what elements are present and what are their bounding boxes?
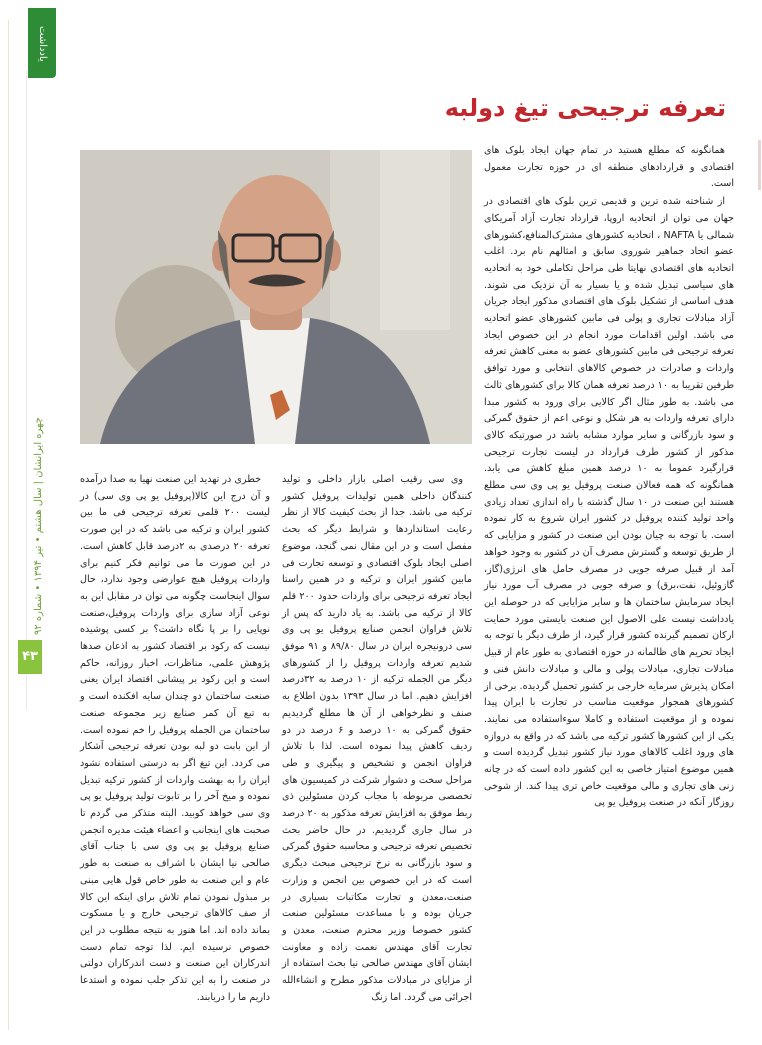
paragraph: همانگونه که مطلع هستید در تمام جهان ایجاد بلوک های اقتصادی و قراردادهای منطقه ای در حوزه تجارت معمول است.	[484, 145, 734, 190]
page-number: ۴۳	[18, 640, 42, 674]
portrait-photo	[80, 150, 472, 444]
portrait-illustration	[80, 150, 472, 444]
paragraph: وی سی رقیب اصلی بازار داخلی و تولید کنندگان داخلی همین تولیدات پروفیل کشور ترکیه می باشد. جدا از بحث کیفیت کالا از نظر رعایت استانداردها و شرایط دیگر که بحث مفصل است و در این مقال نمی گنجد، موضوع اصلی ایجاد بلوک اقتصادی و توسعه تجارت فی مابین کشور ایران و ترکیه و در همین راستا ایجاد تعرفه ترجیحی برای واردات حدود ۲۰۰ قلم کالا از ترکیه می باشد. به یاد دارید که پس از تلاش فراوان انجمن صنایع پروفیل یو پی وی سی درونیجره ایران در سال ۸۹/۸۰ و ۹۱ موفق شدیم تعرفه واردات پروفیل را از کشورهای دیگر من الجمله ترکیه از ۱۰ درصد به ۳۲درصد افزایش دهیم. اما در سال ۱۳۹۳ بدون اطلاع به صنف و نظرخواهی از آن ها مطلع گردیدیم حقوق گمرکی به ۱۰ درصد و ۶ درصد در دو ردیف کاهش پیدا نموده است. لذا با تلاش فراوان انجمن و تشخیص و پیگیری و طی مراحل سخت و دشوار شرکت در کمیسیون های تخصصی مربوطه با مجاب کردن مسئولین ذی ربط موفق به افزایش تعرفه مذکور به ۲۰ درصد در سال جاری گردیدیم. در حال حاضر بحث تخصیص تعرفه ترجیحی و محاسبه حقوق گمرکی و سود بازرگانی به نرخ ترجیحی مبحث دیگری است که در این خصوص بین انجمن و وزارت صنعت،معدن و تجارت مکاتبات بسیاری در جریان بوده و با مساعدت مسئولین صنعت کشور خصوصا وزیر محترم صنعت، معدن و تجارت آقای مهندس نعمت زاده و معاونت ایشان آقای مهندس صالحی نیا بحث استفاده از از مزایای در مبادلات مذکور مطرح و انشاءالله اجرائی می گردد. اما زنگ	[282, 474, 473, 1003]
section-tab-label: یادداشت میهمان	[17, 26, 48, 62]
article-column-right	[484, 143, 734, 963]
margin-rule	[8, 20, 9, 1030]
paragraph: از شناخته شده ترین و قدیمی ترین بلوک های اقتصادی در جهان می توان از اتحادیه اروپا، قرارداد تجارت آزاد آمریکای شمالی یا NAFTA ، اتحادیه کشورهای مشترک‌المنافع،کشورهای عضو اتحاد جماهیر شوروی سابق و امثالهم نام برد. اغلب اتحادیه های اقتصادی نهایتا طی مراحل تکاملی خود به اتحادیه های سیاسی تبدیل شده و یا بسیار به آن نزدیک می شوند. هدف اساسی از تشکیل بلوک های اقتصادی مذکور ایجاد جریان آزاد مبادلات تجاری و پولی فی مابین کشورهای عضو اتحادیه می باشد. اولین اقدامات مورد انجام در این خصوص ایجاد تعرفه ترجیحی فی مابین کشورهای عضو به معنی کاهش تعرفه واردات و صادرات در خصوص کالاهای انتخابی و مورد توافق طرفین تقریبا به ۱۰ درصد تعرفه همان کالا برای کشورهای ثالث می باشد. به طور مثال اگر کالایی برای ورود به کشور مبدا دارای تعرفه واردات به هر شکل و نوعی اعم از حقوق گمرکی و سود بازرگانی و سایر موارد مشابه باشد در صورتیکه کالای مذکور از کشور طرف قرارداد در لیست تجارت ترجیحی قرارگیرد عموما به ۱۰ درصد همین مبلغ کاهش می یابد. همانگونه که همه فعالان صنعت پروفیل یو پی وی سی مطلع هستند این صنعت در ۱۰ سال گذشته با راه اندازی تعداد زیادی واحد تولید کننده پروفیل در کشور ایران شروع به کار نموده است. با توجه به چیان بودن این صنعت در کشور و مزایایی که از طریق توسعه و گسترش مصرف آن در کشور به وجود خواهد آمد از قبیل صرفه جویی در مصرف حامل های انرژی(گاز، گازوئیل، نفت،برق) و صرفه جویی در مصرف آب مورد نیاز ایجاد سرمایش ساختمان ها و سایر مزایایی که در حوصله این یادداشت نیست علی الاصول این صنعت بایستی مورد حمایت ارکان تصمیم گیرنده کشور قرار گیرد، از طرف دیگر با توجه به ایجاد تحریم های ظالمانه در حوزه اقتصادی به طور عام از قبیل مبادلات تجاری، مبادلات پولی و مالی و مبادلات دانش فنی و امکان پذیرش سرمایه خارجی بر کشور تحمیل گردیده. برخی از کشورهای همجوار موقعیت مناسب در تجارت با ایران پیدا نموده و از موقعیت استفاده و کاملا سوءاستفاده می نمایند. یکی از این کشورها کشور ترکیه می باشد که در واقع به دروازه های ورود اغلب کالاهای مورد نیاز کشور تبدیل گردیده است و همین موضوع امتیاز خاصی به این کشور داده است که در چانه زنی های تجاری و مالی موقعیت خاص تری پیدا کند. از شوخی روزگار آنکه در صنعت پروفیل یو پی	[484, 196, 735, 809]
article-column-left	[80, 472, 271, 1003]
article-title: تعرفه ترجیحی تیغ دولبه	[444, 94, 726, 122]
article-column-middle	[282, 472, 473, 1003]
accent-rule	[758, 140, 761, 190]
margin-rule-inner	[26, 70, 27, 710]
paragraph: خطری در تهدید این صنعت نهیا به صدا درآمده و آن درج این کالا(پروفیل یو پی وی سی) در لیست ۲۰۰ قلمی تعرفه ترجیحی فی ما بین کشور ایران و ترکیه می باشد که در این صورت تعرفه ۲۰ درصدی به ۲درصد قابل کاهش است. در این صورت ما می توانیم فکر کنیم برای واردات پروفیل هیچ عوارضی وجود ندارد، حال سوال اینجاست چگونه می توان در مقابل این به نوعی آزاد سازی برای واردات پروفیل،صنعت نوپایی را بر پا نگاه داشت؟ بر کسی پوشیده نیست که رکود بر اقتصاد کشور به اذعان صدها پژوهش علمی، مناظرات، اخبار روزانه، حاکم است و این رکود بر پیشانی اقتصاد ایران یعنی صنعت ساختمان دو چندان سایه افکنده است و به تبع آن کمر صنایع زیر مجموعه صنعت ساختمان من الجمله پروفیل را خم نموده است. از این بابت دو لبه بودن تعرفه ترجیحی آشکار می کردد. این تیغ اگر به درستی استفاده نشود ایران را به بهشت واردات از کشور ترکیه تبدیل نموده و میخ آخر را بر تابوت تولید پروفیل یو پی وی سی خواهد کوبید. البته متذکر می گردم تا صحبت های اینجانب و اعضاء هیئت مدیره انجمن صنایع پروفیل یو پی وی سی با جناب آقای صالحی نیا ایشان با اشراف به صنعت به طور عام و این صنعت به طور خاص قول هایی مبنی بر مبذول نمودن تمام تلاش برای اینکه این کالا از صف کالاهای ترجیحی خارج و یا مسکوت بماند داده اند. اما هنوز به نتیجه مطلوب در این خصوص نرسیده ایم. لذا توجه تمام دست اندرکاران این صنعت و دست اندرکاران دولتی در صنعت را به این تذکر جلب نموده و استدعا داریم ما را دریابند.	[80, 474, 271, 1003]
section-tab	[17, 8, 56, 78]
vertical-footer: چهره ایرانشان | سال هشتم • تیر ۱۳۹۴ • شماره ۹۲	[33, 417, 44, 635]
